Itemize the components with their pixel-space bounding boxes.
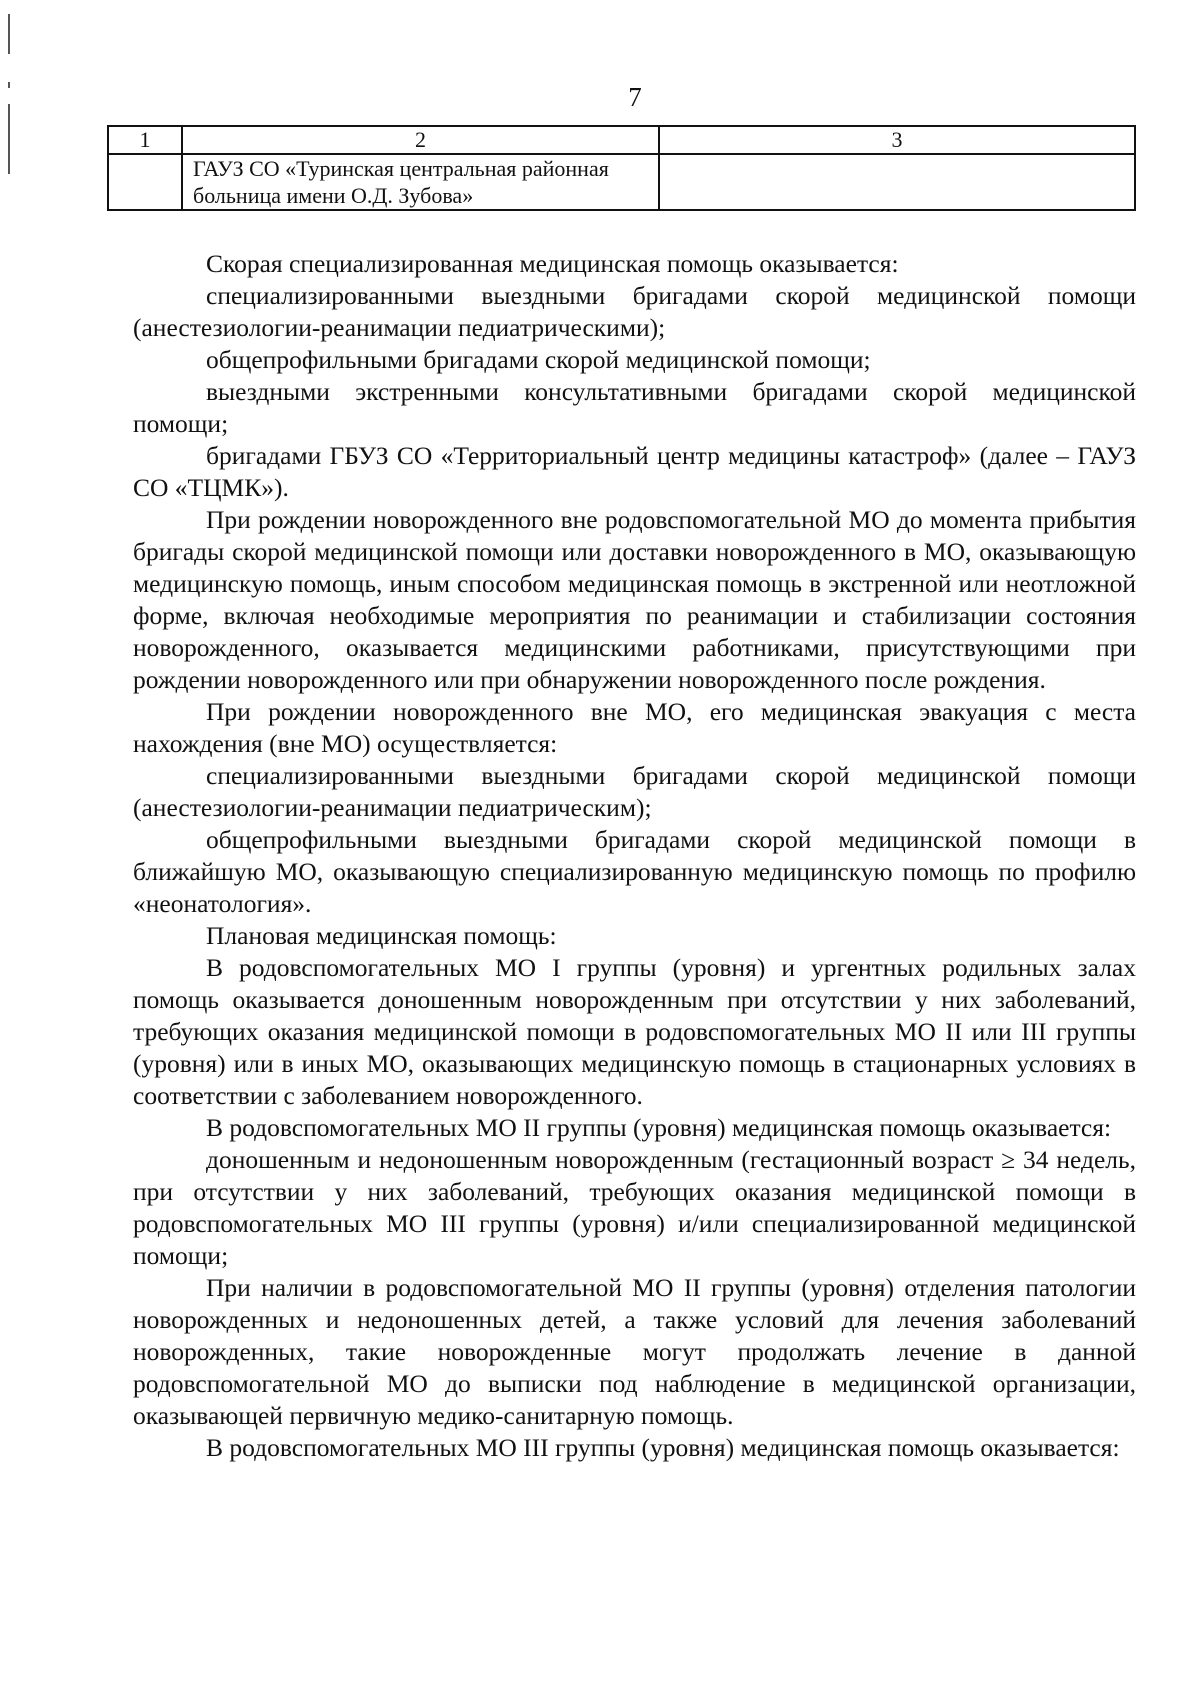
scan-edge-mark xyxy=(8,14,10,54)
paragraph: Плановая медицинская помощь: xyxy=(206,921,557,950)
paragraph: При наличии в родовспомогательной МО II группы (уровня) отделения патологии новорожденных и недоношенных детей, а также условий для лечения заболеваний новорожденных, такие новорожденные могут продолжать лечение в данной родовспомогательной МО до выписки под наблюдение в медицинской организации, оказывающей первичную медико-санитарную помощь. xyxy=(133,1273,1136,1430)
paragraph: выездными экстренными консультативными бригадами скорой медицинской помощи; xyxy=(133,377,1136,438)
paragraph: специализированными выездными бригадами скорой медицинской помощи (анестезиологии-реанимации педиатрическим); xyxy=(133,761,1136,822)
table-cell xyxy=(108,154,182,210)
table-cell xyxy=(659,154,1135,210)
paragraph: При рождении новорожденного вне МО, его медицинская эвакуация с места нахождения (вне МО) осуществляется: xyxy=(133,697,1136,758)
table-row xyxy=(108,154,1135,210)
paragraph: При рождении новорожденного вне родовспомогательной МО до момента прибытия бригады скорой медицинской помощи или доставки новорожденного в МО, оказывающую медицинскую помощь, иным способом медицинская помощь в экстренной или неотложной форме, включая необходимые мероприятия по реанимации и стабилизации состояния новорожденного, оказывается медицинскими работниками, присутствующими при рождении новорожденного или при обнаружении новорожденного после рождения. xyxy=(133,505,1136,694)
scan-edge-mark xyxy=(8,104,10,174)
paragraph: В родовспомогательных МО I группы (уровня) и ургентных родильных залах помощь оказывается доношенным новорожденным при отсутствии у них заболеваний, требующих оказания медицинской помощи в родовспомогательных МО II или III группы (уровня) или в иных МО, оказывающих медицинскую помощь в стационарных условиях в соответствии с заболеванием новорожденного. xyxy=(133,953,1136,1110)
paragraph: бригадами ГБУЗ СО «Территориальный центр медицины катастроф» (далее – ГАУЗ СО «ТЦМК»). xyxy=(133,441,1136,502)
page-number: 7 xyxy=(628,82,642,112)
paragraph: Скорая специализированная медицинская помощь оказывается: xyxy=(206,249,899,278)
column-header-3: 3 xyxy=(659,126,1135,154)
paragraph: В родовспомогательных МО III группы (уровня) медицинская помощь оказывается: xyxy=(206,1433,1120,1462)
paragraph: общепрофильными бригадами скорой медицинской помощи; xyxy=(206,345,871,374)
column-header-2: 2 xyxy=(182,126,659,154)
document-body xyxy=(133,248,1136,1464)
paragraph: В родовспомогательных МО II группы (уровня) медицинская помощь оказывается: xyxy=(206,1113,1112,1142)
paragraph: общепрофильными выездными бригадами скорой медицинской помощи в ближайшую МО, оказывающую специализированную медицинскую помощь по профилю «неонатология». xyxy=(133,825,1136,918)
institution-table xyxy=(107,125,1136,211)
column-header-1: 1 xyxy=(108,126,182,154)
table-header-row xyxy=(108,126,1135,154)
paragraph: специализированными выездными бригадами скорой медицинской помощи (анестезиологии-реанимации педиатрическими); xyxy=(133,281,1136,342)
paragraph: доношенным и недоношенным новорожденным (гестационный возраст ≥ 34 недель, при отсутствии у них заболеваний, требующих оказания медицинской помощи в родовспомогательных МО III группы (уровня) и/или специализированной медицинской помощи; xyxy=(133,1145,1136,1270)
table-cell-institution: ГАУЗ СО «Туринская центральная районная больница имени О.Д. Зубова» xyxy=(182,154,659,210)
